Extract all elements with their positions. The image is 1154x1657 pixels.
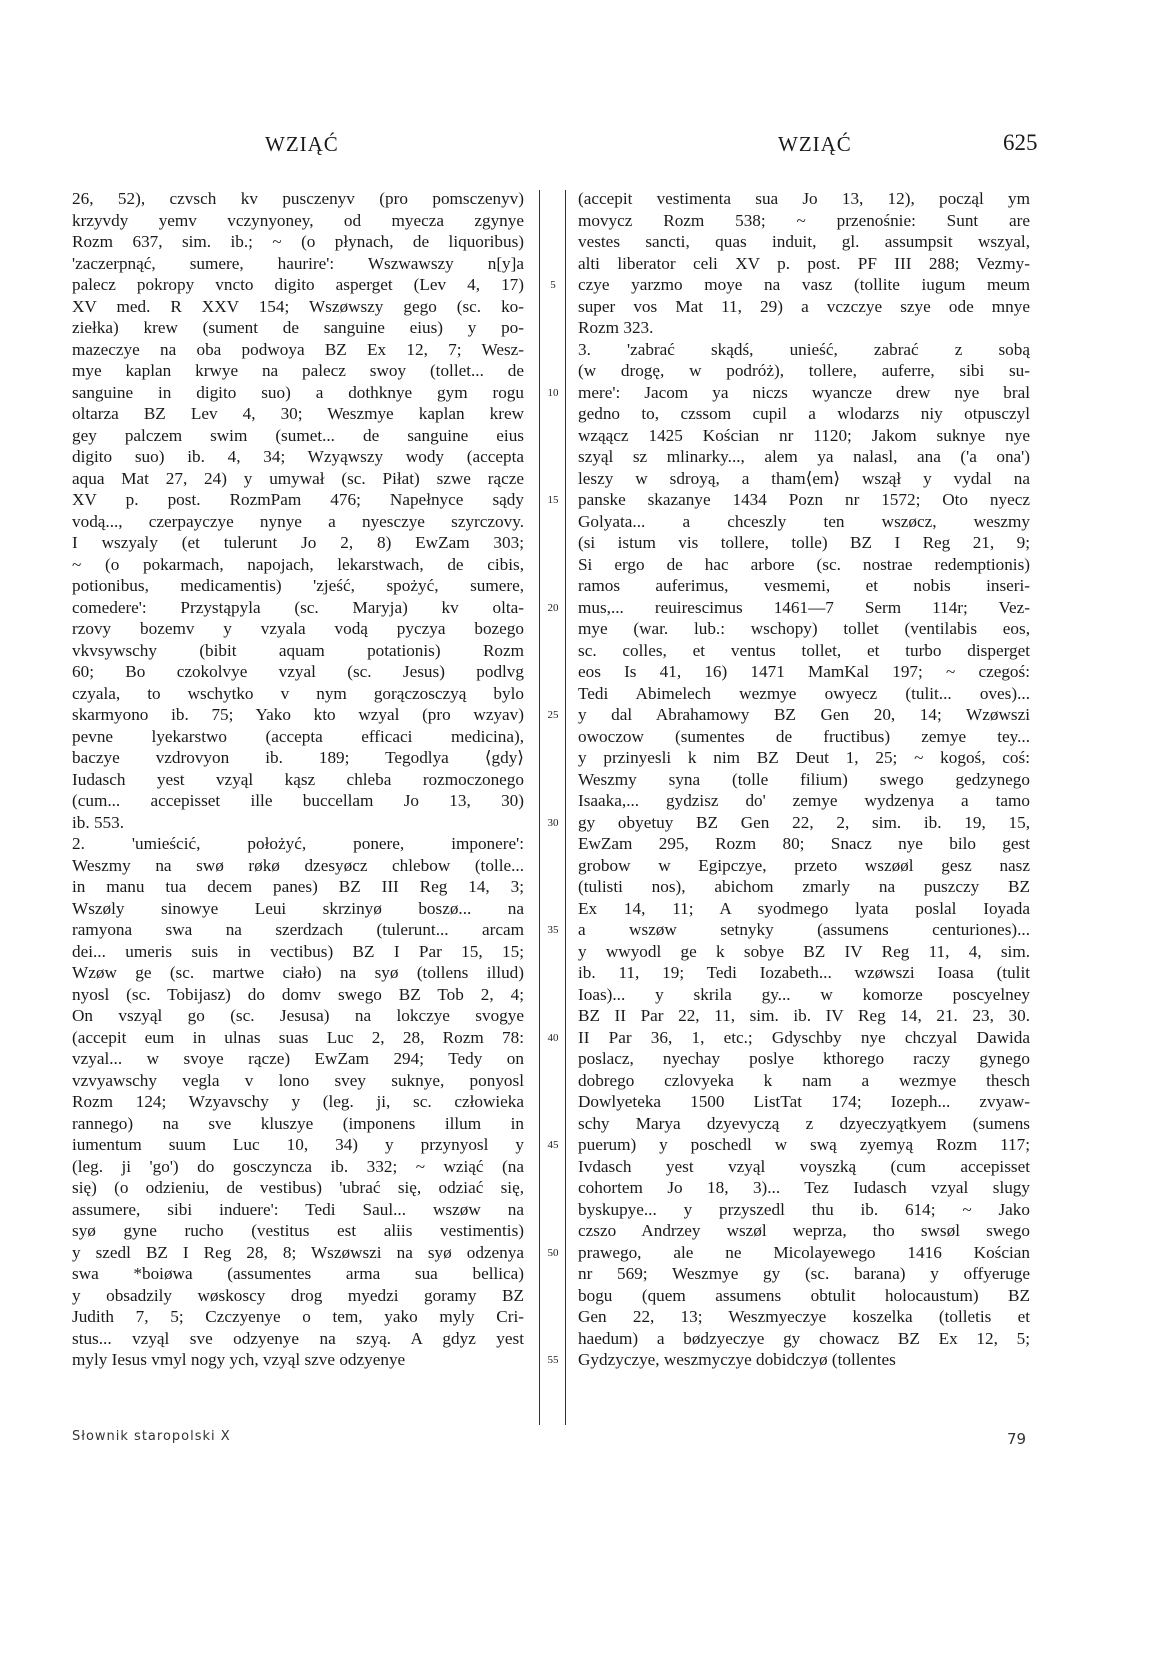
text-line: rzovy bozemv y vzyala vodą pyczya bozego [72, 619, 524, 638]
text-line: mazeczye na oba podwoya BZ Ex 12, 7; Wesz- [72, 339, 524, 359]
text-line: dei... umeris suis in vectibus) BZ I Par 15, 15; [72, 941, 524, 961]
text-line: leszy w sdroyą, a tham⟨em⟩ wszął y vydal na [578, 468, 1030, 488]
text-line: (leg. ji 'go') do gosczyncza ib. 332; ~ wziąć (na [72, 1156, 524, 1176]
text-line: gedno to, czssom cupil a wlodarzs niy otpusczyl [578, 404, 1030, 423]
line-number: 50 [547, 1246, 559, 1259]
text-line: poslacz, nyechay poslye kthorego raczy gynego [578, 1049, 1030, 1068]
text-line: czszo Andrzey wszøl weprza, tho swsøl swego [578, 1221, 1030, 1240]
text-line: krzyvdy yemv vczynyoney, od myecza zgynye [72, 210, 524, 230]
text-line: vodą..., czerpayczye nynye a nyesczye szyrczovy. [72, 511, 524, 531]
text-line: potionibus, medicamentis) 'zjeść, spożyć, sumere, [72, 576, 524, 595]
text-line: nyosl (sc. Tobijasz) do domv swego BZ Tob 2, 4; [72, 984, 524, 1004]
text-line: oltarza BZ Lev 4, 30; Weszmye kaplan krew [72, 404, 524, 423]
text-line: ib. 553. [72, 812, 125, 832]
running-header-left: WZIĄĆ [265, 132, 339, 156]
line-number: 55 [547, 1354, 559, 1366]
text-line: Iudasch yest vzyąl kąsz chleba rozmoczonego [72, 769, 524, 789]
column-rule-left [539, 190, 540, 1425]
text-line: gy obyetuy BZ Gen 22, 2, sim. ib. 19, 15, [578, 812, 1030, 832]
text-line: y dal Abrahamowy BZ Gen 20, 14; Wzøwszi [578, 705, 1030, 724]
text-line: 60; Bo czokolvye vzyal (sc. Jesus) podlvg [72, 662, 524, 681]
text-line: myly Iesus vmyl nogy ych, vzyąl szve odzyenye [72, 1350, 406, 1369]
left-column [72, 188, 524, 1371]
text-line: in manu tua decem panes) BZ III Reg 14, 3; [72, 877, 524, 896]
text-line: sc. colles, et ventus tollet, et turbo disperget [578, 640, 1030, 660]
text-line: XV med. R XXV 154; Wszøwszy gego (sc. ko- [72, 296, 524, 316]
text-line: super vos Mat 11, 29) a vczczye szye ode mnye [578, 296, 1030, 316]
text-line: wząącz 1425 Kościan nr 1120; Jakom suknye nye [578, 425, 1030, 445]
text-line: (tulisti nos), abichom zmarly na puszczy BZ [578, 877, 1030, 896]
text-line: (accepit vestimenta sua Jo 13, 12), począl ym [578, 189, 1030, 208]
text-line: Si ergo de hac arbore (sc. nostrae redemptionis) [578, 554, 1030, 574]
text-line: vkvsywschy (bibit aquam potationis) Rozm [72, 640, 524, 660]
right-column [578, 188, 1030, 1371]
text-line: grobow w Egipczye, przeto wszøøl gesz nasz [578, 855, 1030, 875]
text-line: czye yarzmo moye na vasz (tollite iugum meum [578, 275, 1030, 294]
text-line: panske skazanye 1434 Pozn nr 1572; Oto nyecz [578, 490, 1030, 509]
text-line: syø gyne rucho (vestitus est aliis vestimentis) [72, 1221, 524, 1240]
text-line: skarmyono ib. 75; Yako kto wzyal (pro wzyav) [72, 705, 524, 724]
text-line: eos Is 41, 16) 1471 MamKal 197; ~ czegoś: [578, 662, 1030, 681]
text-line: Wszøly sinowye Leui skrzinyø boszø... na [72, 898, 524, 918]
text-line: szyąl sz mlinarky..., alem ya nalasl, ana ('a ona') [578, 447, 1030, 466]
text-line: schy Marya dzyevyczą z dzyeczyątkyem (sumens [578, 1113, 1030, 1133]
text-line: Judith 7, 5; Czczyenye o tem, yako myly Cri- [72, 1307, 524, 1326]
text-line: XV p. post. RozmPam 476; Napełnyce sądy [72, 490, 524, 509]
text-line: comedere': Przystąpyla (sc. Maryja) kv olta- [72, 597, 524, 617]
text-line: pevne lyekarstwo (accepta efficaci medicina), [72, 726, 524, 746]
line-number: 5 [550, 279, 556, 291]
text-line: y szedl BZ I Reg 28, 8; Wszøwszi na syø odzenya [72, 1242, 524, 1262]
text-line: ~ (o pokarmach, napojach, lekarstwach, de cibis, [72, 554, 524, 574]
text-line: vestes sancti, quas induit, gl. assumpsit wszyal, [578, 232, 1030, 251]
text-line: byskupye... y przyszedl thu ib. 614; ~ Jako [578, 1199, 1030, 1219]
line-number: 10 [547, 386, 559, 399]
text-line: I wszyaly (et tulerunt Jo 2, 8) EwZam 303; [72, 533, 524, 552]
text-line: vzvyawschy vegla v lono svey suknye, ponyosl [72, 1070, 524, 1090]
line-number: 15 [547, 494, 559, 506]
text-line: On vszyąl go (sc. Jesusa) na lokczye svogye [72, 1006, 524, 1025]
text-line: baczye vzdrovyon ib. 189; Tegodlya ⟨gdy⟩ [72, 748, 524, 767]
text-line: dobrego czlovyeka k nam a wezmye thesch [578, 1070, 1030, 1090]
text-line: Gen 22, 13; Weszmyeczye koszelka (tolletis et [578, 1307, 1030, 1326]
line-number: 35 [547, 924, 559, 936]
text-line: cohortem Jo 18, 3)... Tez Iudasch vzyal slugy [578, 1178, 1030, 1197]
text-line: aqua Mat 27, 24) y umywał (sc. Piłat) szwe rącze [72, 468, 524, 488]
text-line: BZ II Par 22, 11, sim. ib. IV Reg 14, 21. 23, 30. [578, 1006, 1030, 1025]
line-number: 20 [547, 601, 559, 614]
text-line: owoczow (sumentes de fructibus) zemye tey... [578, 726, 1030, 746]
text-line: movycz Rozm 538; ~ przenośnie: Sunt are [578, 210, 1030, 230]
text-line: sanguine in digito suo) a dothknye gym rogu [72, 382, 524, 402]
text-line: (w drogę, w podróż), tollere, auferre, sibi su- [578, 361, 1030, 380]
text-line: 26, 52), czvsch kv pusczenyv (pro pomsczenyv) [72, 189, 524, 208]
text-line: ziełka) krew (sument de sanguine eius) y po- [72, 318, 524, 337]
text-line: digito suo) ib. 4, 34; Wzyąwszy wody (accepta [72, 447, 524, 466]
text-line: (accepit eum in ulnas suas Luc 2, 28, Rozm 78: [72, 1027, 524, 1047]
text-line: prawego, ale ne Micolayewego 1416 Kościan [578, 1242, 1030, 1262]
text-line: stus... vzyąl sve odzyenye na szyą. A gdyz yest [72, 1328, 524, 1348]
text-line: EwZam 295, Rozm 80; Snacz nye bilo gest [578, 834, 1030, 853]
text-line: Ivdasch yest vzyąl voyszką (cum accepisset [578, 1156, 1030, 1176]
text-line: rannego) na sve kluszye (imponens illum in [72, 1113, 524, 1133]
text-line: assumere, sibi induere': Tedi Saul... wszøw na [72, 1199, 524, 1219]
text-line: Gydzyczye, weszmyczye dobidczyø (tollentes [578, 1350, 896, 1369]
page-number: 625 [1003, 130, 1038, 155]
text-line: y obsadzily wøskoscy drog myedzi goramy BZ [72, 1285, 524, 1305]
footer-sheet-number: 79 [1007, 1430, 1027, 1448]
text-line: Wzøw ge (sc. martwe ciało) na syø (tollens illud) [72, 963, 524, 982]
text-line: Weszmy na swø røkø dzesyøcz chlebow (tolle... [72, 855, 524, 875]
text-line: nr 569; Weszmye gy (sc. barana) y offyeruge [578, 1264, 1030, 1283]
column-rule-right [565, 190, 566, 1425]
text-line: 2. 'umieścić, położyć, ponere, imponere': [72, 834, 524, 853]
footer-signature: Słownik staropolski X [72, 1429, 231, 1444]
running-header-right: WZIĄĆ [778, 132, 852, 156]
text-line: mye (war. lub.: wschopy) tollet (ventilabis eos, [578, 619, 1030, 638]
text-line: mus,... reuirescimus 1461—7 Serm 114r; Vez- [578, 597, 1030, 617]
line-number: 40 [547, 1031, 559, 1044]
text-line: puerum) y poschedl w swą zyemyą Rozm 117; [578, 1135, 1030, 1154]
text-line: y wwyodl ge k sobye BZ IV Reg 11, 4, sim. [578, 941, 1030, 961]
text-line: Tedi Abimelech wezmye owyecz (tulit... oves)... [578, 683, 1030, 703]
text-line: iumentum suum Luc 10, 34) y przynyosl y [72, 1135, 524, 1154]
text-line: Weszmy syna (tolle filium) swego gedzynego [578, 769, 1030, 789]
text-line: alti liberator celi XV p. post. PF III 288; Vezmy- [578, 253, 1030, 273]
text-line: Isaaka,... gydzisz do' zemye wydzenya a tamo [578, 791, 1030, 810]
line-number: 45 [547, 1139, 559, 1151]
text-line: mye kaplan krwye na palecz swoy (tollet... de [72, 361, 524, 380]
text-line: się) (o odzieniu, de vestibus) 'ubrać się, odziać się, [72, 1178, 524, 1197]
text-line: haedum) a bødzyeczye gy chowacz BZ Ex 12, 5; [578, 1328, 1030, 1348]
text-line: ib. 11, 19; Tedi Iozabeth... wzøwszi Ioasa (tulit [578, 963, 1030, 982]
text-line: II Par 36, 1, etc.; Gdyschby nye chczyal Dawida [578, 1027, 1030, 1047]
text-line: 'zaczerpnąć, sumere, haurire': Wszwawszy n[y]a [72, 253, 524, 273]
text-line: vzyal... w svoye rącze) EwZam 294; Tedy on [72, 1049, 524, 1068]
text-line: bogu (quem assumens obtulit holocaustum) BZ [578, 1285, 1030, 1305]
line-number: 25 [547, 709, 559, 721]
text-line: (si istum vis tollere, tolle) BZ I Reg 21, 9; [578, 533, 1030, 552]
text-line: Rozm 637, sim. ib.; ~ (o płynach, de liquoribus) [72, 232, 524, 251]
text-line: czyala, to wschytko v nym gorączosczyą bylo [72, 683, 524, 703]
text-line: Dowlyeteka 1500 ListTat 174; Iozeph... zvyaw- [578, 1092, 1030, 1111]
text-line: palecz pokropy vncto digito asperget (Lev 4, 17) [72, 275, 524, 294]
line-number: 30 [547, 816, 559, 829]
text-line: gey palczem swim (sumet... de sanguine eius [72, 425, 524, 445]
text-line: mere': Jacom ya niczs wyancze drew nye bral [578, 382, 1030, 402]
text-line: (cum... accepisset ille buccellam Jo 13, 30) [72, 791, 524, 810]
text-line: Rozm 323. [578, 318, 654, 337]
text-line: Golyata... a chceszly ten wszøcz, weszmy [578, 511, 1030, 531]
text-line: Ex 14, 11; A syodmego lyata poslal Ioyada [578, 898, 1030, 918]
text-line: 3. 'zabrać skądś, unieść, zabrać z sobą [578, 339, 1030, 359]
text-line: Rozm 124; Wzyavschy y (leg. ji, sc. człowieka [72, 1092, 524, 1111]
text-line: a wszøw setnyky (assumens centuriones)... [578, 920, 1030, 939]
text-line: ramos auferimus, vesmemi, et nobis inseri- [578, 576, 1030, 595]
text-line: y przinyesli k nim BZ Deut 1, 25; ~ kogoś, coś: [578, 748, 1030, 767]
text-line: Ioas)... y skrila gy... w komorze poscyelney [578, 984, 1030, 1004]
text-line: ramyona swa na szerdzach (tulerunt... arcam [72, 920, 524, 939]
text-line: swa *boiøwa (assumentes arma sua bellica) [72, 1264, 524, 1283]
